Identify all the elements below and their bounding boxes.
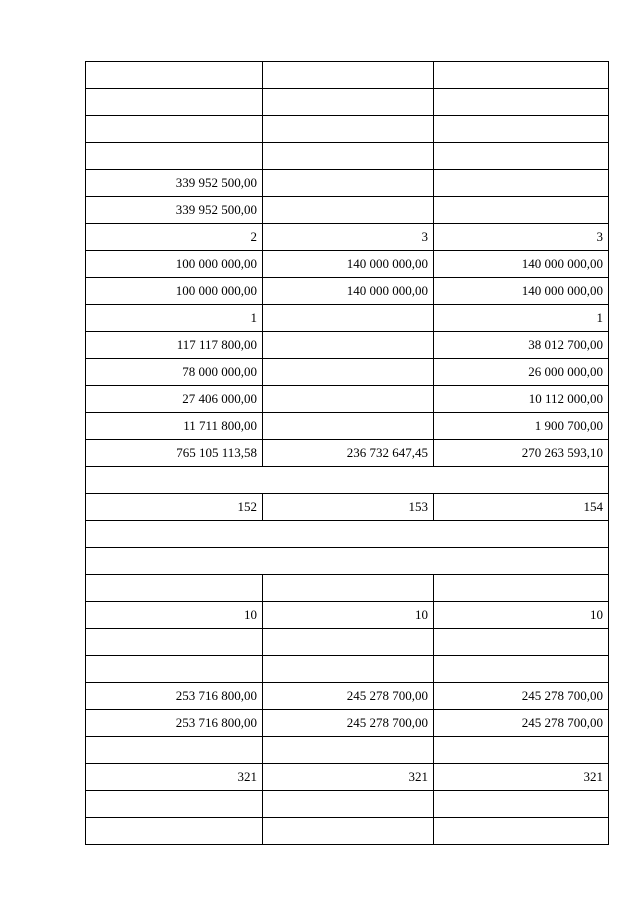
- table-row: [86, 656, 609, 683]
- table-cell-col2: 245 278 700,00: [263, 683, 434, 710]
- table-row: [86, 791, 609, 818]
- table-cell-col3: 270 263 593,10: [434, 440, 609, 467]
- table-row: [86, 89, 609, 116]
- table-cell-col2: [263, 818, 434, 845]
- table-cell-col3: 140 000 000,00: [434, 251, 609, 278]
- table-cell-col1: [86, 62, 263, 89]
- table-cell-col2: [263, 116, 434, 143]
- table-cell-col3: [434, 575, 609, 602]
- table-cell-col3: 38 012 700,00: [434, 332, 609, 359]
- table-cell-col1: [86, 629, 263, 656]
- table-cell-col2: [263, 656, 434, 683]
- table-row: [86, 251, 609, 278]
- table-cell-col2: [263, 386, 434, 413]
- table-cell-col2: [263, 629, 434, 656]
- table-cell-col1: 27 406 000,00: [86, 386, 263, 413]
- table-row: [86, 818, 609, 845]
- table-cell-col2: [263, 359, 434, 386]
- table-row: [86, 494, 609, 521]
- table-cell-col1: 2: [86, 224, 263, 251]
- merged-cell: [86, 467, 609, 494]
- table-cell-col1: [86, 737, 263, 764]
- table-cell-col1: [86, 656, 263, 683]
- table-cell-col3: 140 000 000,00: [434, 278, 609, 305]
- table-row: [86, 278, 609, 305]
- table-cell-col3: [434, 629, 609, 656]
- table-cell-col2: 140 000 000,00: [263, 278, 434, 305]
- table-row: [86, 737, 609, 764]
- table-cell-col2: [263, 143, 434, 170]
- table-cell-col1: 100 000 000,00: [86, 251, 263, 278]
- table-cell-col2: 3: [263, 224, 434, 251]
- table-cell-col1: [86, 116, 263, 143]
- table-cell-col2: [263, 89, 434, 116]
- table-cell-col3: [434, 737, 609, 764]
- table-cell-col1: 253 716 800,00: [86, 683, 263, 710]
- merged-cell: [86, 548, 609, 575]
- table-cell-col1: 339 952 500,00: [86, 197, 263, 224]
- table-cell-col1: [86, 791, 263, 818]
- table-cell-col1: [86, 818, 263, 845]
- table-row: [86, 62, 609, 89]
- table-body: [86, 62, 609, 845]
- data-table: [85, 61, 609, 845]
- table-cell-col3: [434, 170, 609, 197]
- table-cell-col2: [263, 170, 434, 197]
- table-row: [86, 548, 609, 575]
- table-row: [86, 467, 609, 494]
- table-row: [86, 683, 609, 710]
- table-cell-col3: 245 278 700,00: [434, 710, 609, 737]
- table-cell-col3: [434, 791, 609, 818]
- table-row: [86, 440, 609, 467]
- table-cell-col1: 152: [86, 494, 263, 521]
- table-cell-col1: 100 000 000,00: [86, 278, 263, 305]
- table-cell-col3: [434, 197, 609, 224]
- table-cell-col2: [263, 62, 434, 89]
- table-cell-col1: 11 711 800,00: [86, 413, 263, 440]
- table-row: [86, 602, 609, 629]
- table-cell-col3: 154: [434, 494, 609, 521]
- table-cell-col3: [434, 656, 609, 683]
- table-cell-col3: [434, 62, 609, 89]
- table-cell-col2: 140 000 000,00: [263, 251, 434, 278]
- table-row: [86, 764, 609, 791]
- table-cell-col3: 321: [434, 764, 609, 791]
- table-cell-col3: [434, 818, 609, 845]
- table-cell-col2: [263, 791, 434, 818]
- table-cell-col1: [86, 575, 263, 602]
- table-cell-col2: 321: [263, 764, 434, 791]
- table-cell-col2: [263, 413, 434, 440]
- table-cell-col3: [434, 143, 609, 170]
- table-row: [86, 413, 609, 440]
- table-row: [86, 197, 609, 224]
- table-cell-col2: [263, 197, 434, 224]
- table-cell-col1: 765 105 113,58: [86, 440, 263, 467]
- table-row: [86, 332, 609, 359]
- table-row: [86, 521, 609, 548]
- table-row: [86, 170, 609, 197]
- table-row: [86, 116, 609, 143]
- table-cell-col2: [263, 332, 434, 359]
- table-cell-col2: 153: [263, 494, 434, 521]
- table-cell-col3: [434, 89, 609, 116]
- table-cell-col3: 1 900 700,00: [434, 413, 609, 440]
- table-cell-col2: [263, 737, 434, 764]
- table-cell-col3: 10: [434, 602, 609, 629]
- table-cell-col1: 10: [86, 602, 263, 629]
- table-cell-col3: [434, 116, 609, 143]
- table-cell-col1: 117 117 800,00: [86, 332, 263, 359]
- table-row: [86, 143, 609, 170]
- table-cell-col3: 1: [434, 305, 609, 332]
- table-cell-col2: [263, 575, 434, 602]
- table-cell-col1: 78 000 000,00: [86, 359, 263, 386]
- table-cell-col1: [86, 89, 263, 116]
- table-cell-col3: 26 000 000,00: [434, 359, 609, 386]
- table-cell-col1: 253 716 800,00: [86, 710, 263, 737]
- table-cell-col3: 3: [434, 224, 609, 251]
- table-row: [86, 710, 609, 737]
- table-row: [86, 629, 609, 656]
- table-cell-col1: 321: [86, 764, 263, 791]
- table-cell-col3: 10 112 000,00: [434, 386, 609, 413]
- table-row: [86, 575, 609, 602]
- table-cell-col2: 236 732 647,45: [263, 440, 434, 467]
- table-cell-col1: 1: [86, 305, 263, 332]
- table-row: [86, 224, 609, 251]
- table-cell-col2: 245 278 700,00: [263, 710, 434, 737]
- table-cell-col2: [263, 305, 434, 332]
- table-cell-col3: 245 278 700,00: [434, 683, 609, 710]
- table-cell-col1: 339 952 500,00: [86, 170, 263, 197]
- table-cell-col1: [86, 143, 263, 170]
- table-row: [86, 305, 609, 332]
- table-row: [86, 386, 609, 413]
- table-row: [86, 359, 609, 386]
- table-cell-col2: 10: [263, 602, 434, 629]
- merged-cell: [86, 521, 609, 548]
